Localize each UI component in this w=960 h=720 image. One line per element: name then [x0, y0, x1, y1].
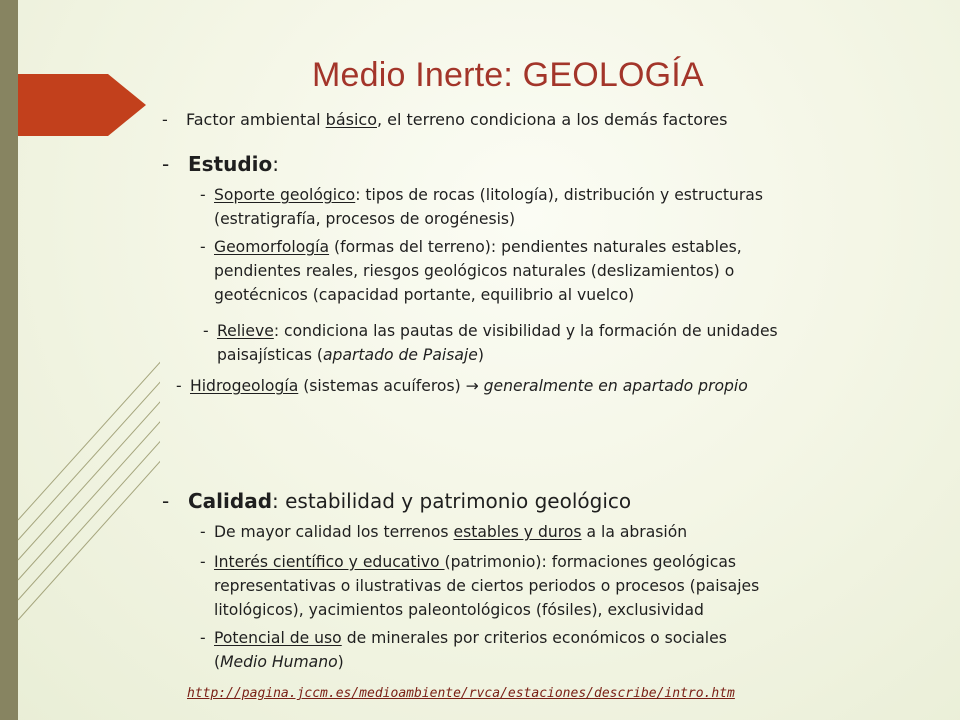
- item-interes-line3: litológicos), yacimientos paleontológicos (fósiles), exclusividad: [214, 601, 704, 619]
- item-soporte-geologico: - Soporte geológico: tipos de rocas (litología), distribución y estructuras: [200, 186, 763, 204]
- underlined-term: Interés científico y educativo: [214, 553, 445, 571]
- page-title: Medio Inerte: GEOLOGÍA: [312, 56, 704, 94]
- arrow-glyph: →: [465, 377, 479, 395]
- decorative-lines: [18, 318, 160, 620]
- item-geomorfologia-line3: geotécnicos (capacidad portante, equilibrio al vuelco): [214, 286, 635, 304]
- item-interes-line2: representativas o ilustrativas de ciertos periodos o procesos (paisajes: [214, 577, 760, 595]
- underlined-term: estables y duros: [453, 523, 582, 541]
- underlined-term: básico: [325, 110, 377, 129]
- item-hidrogeologia: - Hidrogeología (sistemas acuíferos) → generalmente en apartado propio: [176, 377, 748, 395]
- item-geomorfologia: - Geomorfología (formas del terreno): pendientes naturales estables,: [200, 238, 742, 256]
- item-geomorfologia-line2: pendientes reales, riesgos geológicos naturales (deslizamientos) o: [214, 262, 735, 280]
- item-mayor-calidad: - De mayor calidad los terrenos estables y duros a la abrasión: [200, 523, 688, 541]
- underlined-term: Hidrogeología: [190, 377, 299, 395]
- item-potencial-line2: (Medio Humano): [214, 653, 344, 671]
- calidad-heading: - Calidad: estabilidad y patrimonio geológico: [162, 489, 632, 513]
- underlined-term: Geomorfología: [214, 238, 330, 256]
- underlined-term: Relieve: [217, 322, 274, 340]
- item-relieve-line2: paisajísticas (apartado de Paisaje): [217, 346, 484, 364]
- underlined-term: Potencial de uso: [214, 629, 342, 647]
- red-arrow-shape: [18, 74, 146, 136]
- underlined-term: Soporte geológico: [214, 186, 356, 204]
- decorative-arrow-graphic: [0, 0, 160, 720]
- item-potencial-uso: - Potencial de uso de minerales por criterios económicos o sociales: [200, 629, 727, 647]
- source-link[interactable]: http://pagina.jccm.es/medioambiente/rvca/estaciones/describe/intro.htm: [187, 686, 735, 701]
- dash: -: [162, 110, 168, 129]
- estudio-heading: - Estudio:: [162, 152, 280, 176]
- item-interes-cientifico: - Interés científico y educativo (patrimonio): formaciones geológicas: [200, 553, 737, 571]
- item-relieve: - Relieve: condiciona las pautas de visibilidad y la formación de unidades: [203, 322, 778, 340]
- item-soporte-geologico-line2: (estratigrafía, procesos de orogénesis): [214, 210, 516, 228]
- bullet-factor-ambiental: - Factor ambiental básico, el terreno condiciona a los demás factores: [162, 110, 728, 129]
